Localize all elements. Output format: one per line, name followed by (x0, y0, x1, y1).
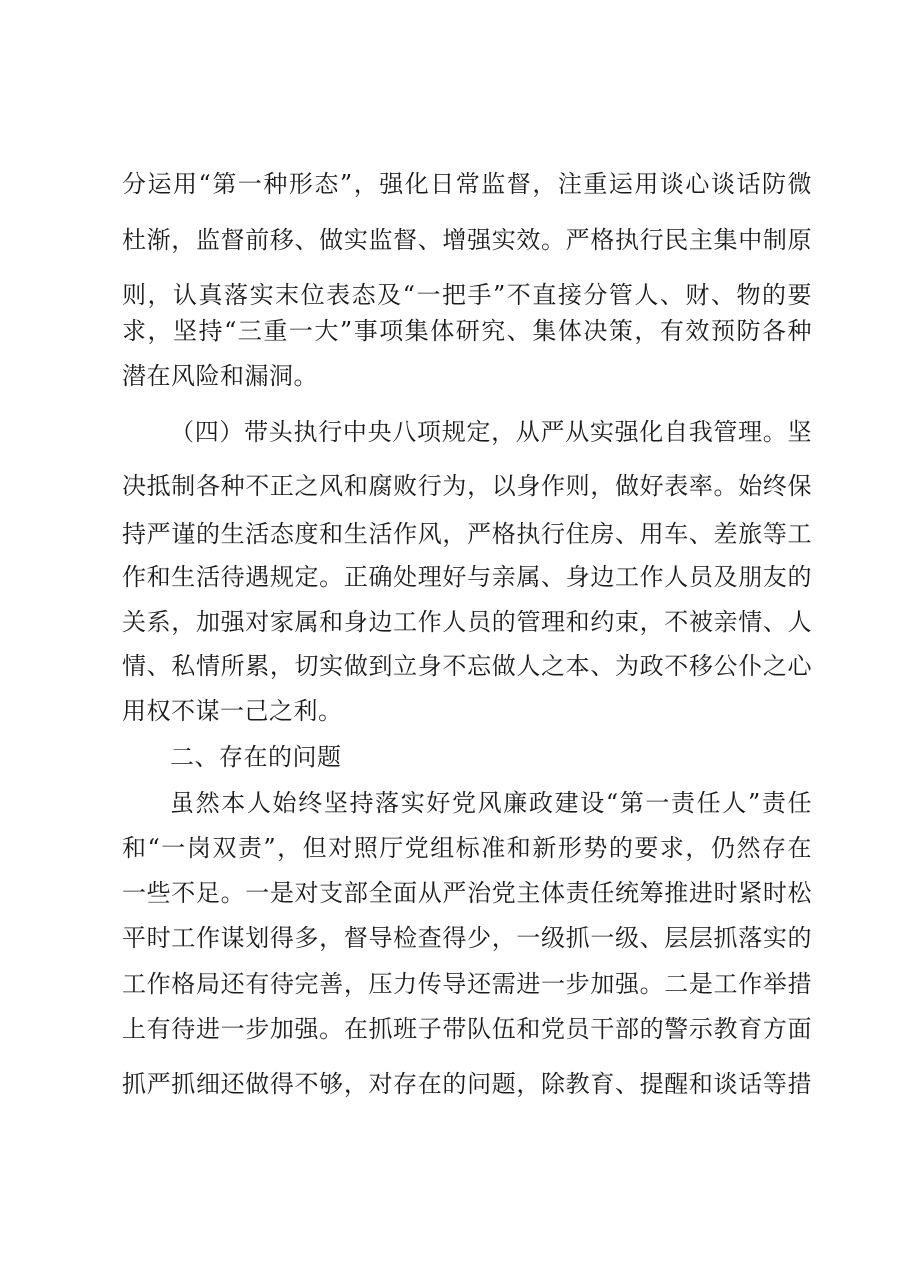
section-heading: 二、存在的问题 (170, 743, 342, 771)
text-line: 则，认真落实末位表态及“一把手”不直接分管人、财、物的要 (122, 281, 812, 309)
text-line: 关系，加强对家属和身边工作人员的管理和约束，不被亲情、人 (122, 608, 812, 636)
text-line: 平时工作谋划得多，督导检查得少，一级抓一级、层层抓落实的 (122, 924, 812, 952)
text-line: 工作格局还有待完善，压力传导还需进一步加强。二是工作举措 (122, 970, 812, 998)
text-line: 情、私情所累，切实做到立身不忘做人之本、为政不移公仆之心 (122, 652, 812, 680)
text-line: 决抵制各种不正之风和腐败行为，以身作则，做好表率。始终保 (122, 472, 812, 500)
text-line: 抓严抓细还做得不够，对存在的问题，除教育、提醒和谈话等措 (122, 1070, 812, 1098)
text-line: 杜渐，监督前移、做实监督、增强实效。严格执行民主集中制原 (122, 226, 812, 254)
text-line: 一些不足。一是对支部全面从严治党主体责任统筹推进时紧时松 (122, 879, 812, 907)
text-line: 用权不谋一己之利。 (122, 697, 343, 725)
text-line: 求，坚持“三重一大”事项集体研究、集体决策，有效预防各种 (122, 317, 812, 345)
text-line: 上有待进一步加强。在抓班子带队伍和党员干部的警示教育方面 (122, 1015, 812, 1043)
section-four-heading-line: （四）带头执行中央八项规定，从严从实强化自我管理。坚 (170, 418, 812, 446)
text-line: 持严谨的生活态度和生活作风，严格执行住房、用车、差旅等工 (122, 520, 812, 548)
text-line: 和“一岗双责”，但对照厅党组标准和新形势的要求，仍然存在 (122, 834, 812, 862)
text-line: 虽然本人始终坚持落实好党风廉政建设“第一责任人”责任 (170, 789, 812, 817)
text-line: 作和生活待遇规定。正确处理好与亲属、身边工作人员及朋友的 (122, 563, 812, 591)
text-line: 分运用“第一种形态”，强化日常监督，注重运用谈心谈话防微 (122, 170, 812, 198)
text-line: 潜在风险和漏洞。 (122, 362, 318, 390)
